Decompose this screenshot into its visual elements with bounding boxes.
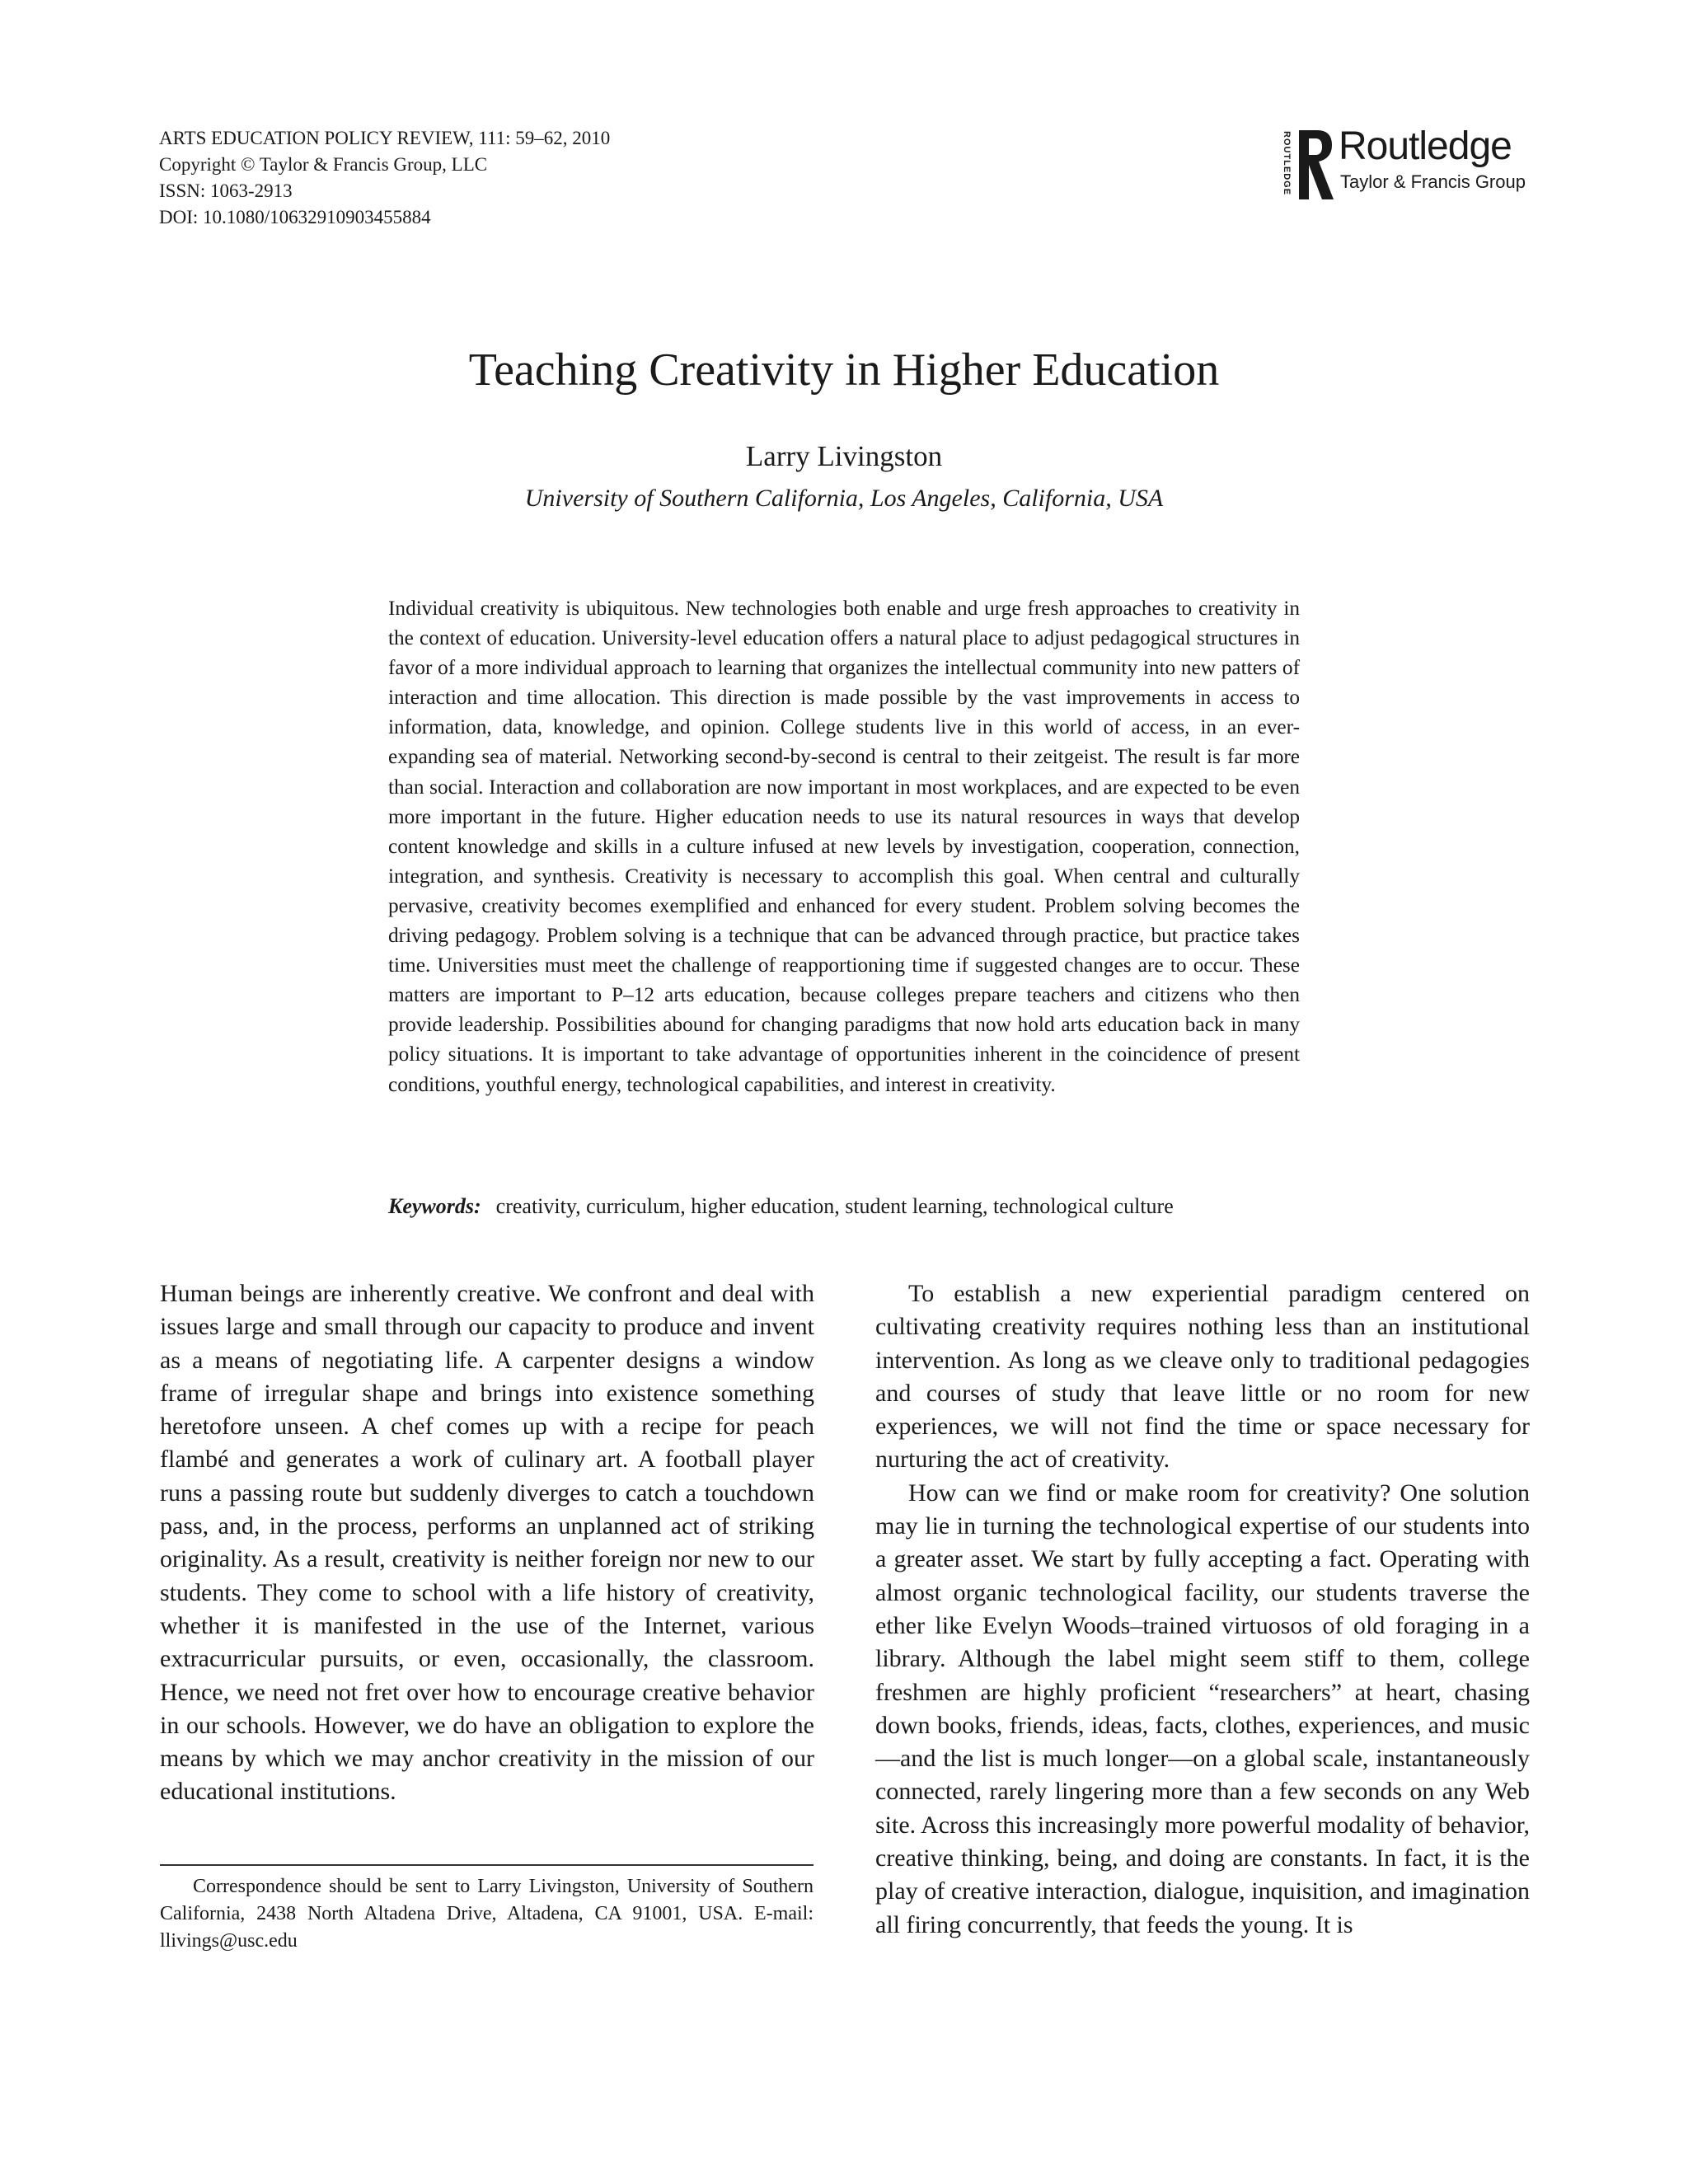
article-title: Teaching Creativity in Higher Education — [468, 344, 1220, 396]
journal-citation — [159, 125, 901, 231]
issn-line: ISSN: 1063-2913 — [159, 180, 293, 201]
keywords — [388, 1192, 1311, 1221]
doi-line: DOI: 10.1080/10632910903455884 — [159, 207, 431, 227]
routledge-r-icon — [1294, 129, 1335, 201]
author-name: Larry Livingston — [745, 440, 943, 472]
left-column — [160, 1277, 814, 1809]
keywords-list: creativity, curriculum, higher education, student learning, technological culture — [495, 1194, 1174, 1218]
publisher-group: Taylor & Francis Group — [1340, 171, 1526, 192]
keywords-label: Keywords: — [388, 1194, 481, 1218]
author-affiliation: University of Southern California, Los Angeles, California, USA — [524, 485, 1164, 512]
body-paragraph: To establish a new experiential paradigm centered on cultivating creativity requires nothing less than an institutional intervention. As long as we cleave only to traditional pedagogies and courses of study that leave little or no room for new experiences, we will not find the time or space necessary for nurturing the act of creativity. — [875, 1280, 1530, 1474]
routledge-logo — [1276, 125, 1540, 204]
copyright-line: Copyright © Taylor & Francis Group, LLC — [159, 154, 488, 175]
body-paragraph: Human beings are inherently creative. We confront and deal with issues large and small through our capacity to produce and invent as a means of negotiating life. A carpenter designs a window frame of irregular shape and brings into existence something heretofore unseen. A chef comes up with a recipe for peach flambé and generates a work of culinary art. A football player runs a passing route but suddenly diverges to catch a touchdown pass, and, in the process, performs an unplanned act of striking originality. As a result, creativity is neither foreign nor new to our students. They come to school with a life history of creativity, whether it is manifested in the use of the Internet, various extracurricular pursuits, or even, occasionally, the classroom. Hence, we need not fret over how to encourage creative behavior in our schools. However, we do have an obligation to explore the means by which we may anchor creativity in the mission of our educational institutions. — [160, 1280, 814, 1806]
publisher-name: Routledge — [1339, 124, 1512, 168]
body-paragraph: How can we find or make room for creativity? One solution may lie in turning the technological expertise of our students into a greater asset. We start by fully accepting a fact. Operating with almost organic technological facility, our students traverse the ether like Evelyn Woods–trained virtuosos of old foraging in a library. Although the label might seem stiff to them, college freshmen are highly proficient “researchers” at heart, chasing down books, friends, ideas, facts, clothes, experiences, and music—and the list is much longer—on a global scale, instantaneously connected, rarely lingering more than a few seconds on any Web site. Across this increasingly more powerful modality of behavior, creative thinking, being, and doing are constants. In fact, it is the play of creative interaction, dialogue, inquisition, and imagination all firing concurrently, that feeds the young. It is — [875, 1479, 1530, 1938]
logo-vertical-text: ROUTLEDGE — [1282, 130, 1292, 196]
right-column — [875, 1277, 1530, 1942]
abstract: Individual creativity is ubiquitous. New technologies both enable and urge fresh approaches to creativity in the context of education. University-level education offers a natural place to adjust pedagogical structures in favor of a more individual approach to learning that organizes the intellectual community into new patters of interaction and time allocation. This direction is made possible by the vast improvements in access to information, data, knowledge, and opinion. College students live in this world of access, in an ever-expanding sea of material. Networking second-by-second is central to their zeitgeist. The result is far more than social. Interaction and collaboration are now important in most workplaces, and are expected to be even more important in the future. Higher education needs to use its natural resources in ways that develop content knowledge and skills in a culture infused at new levels by investigation, cooperation, connection, integration, and synthesis. Creativity is necessary to accomplish this goal. When central and culturally pervasive, creativity becomes exemplified and enhanced for every student. Problem solving becomes the driving pedagogy. Problem solving is a technique that can be advanced through practice, but practice takes time. Universities must meet the challenge of reapportioning time if suggested changes are to occur. These matters are important to P–12 arts education, because colleges prepare teachers and citizens who then provide leadership. Possibilities abound for changing paradigms that now hold arts education back in many policy situations. It is important to take advantage of opportunities inherent in the coincidence of present conditions, youthful energy, technological capabilities, and interest in creativity. — [388, 597, 1300, 1096]
correspondence-footnote: Correspondence should be sent to Larry Livingston, University of Southern California, 2438 North Altadena Drive, Altadena, CA 91001, USA. E-mail: llivings@usc.edu — [160, 1876, 814, 1952]
footnote-divider — [160, 1864, 814, 1866]
journal-volume-line: ARTS EDUCATION POLICY REVIEW, 111: 59–62, 2010 — [159, 128, 611, 148]
